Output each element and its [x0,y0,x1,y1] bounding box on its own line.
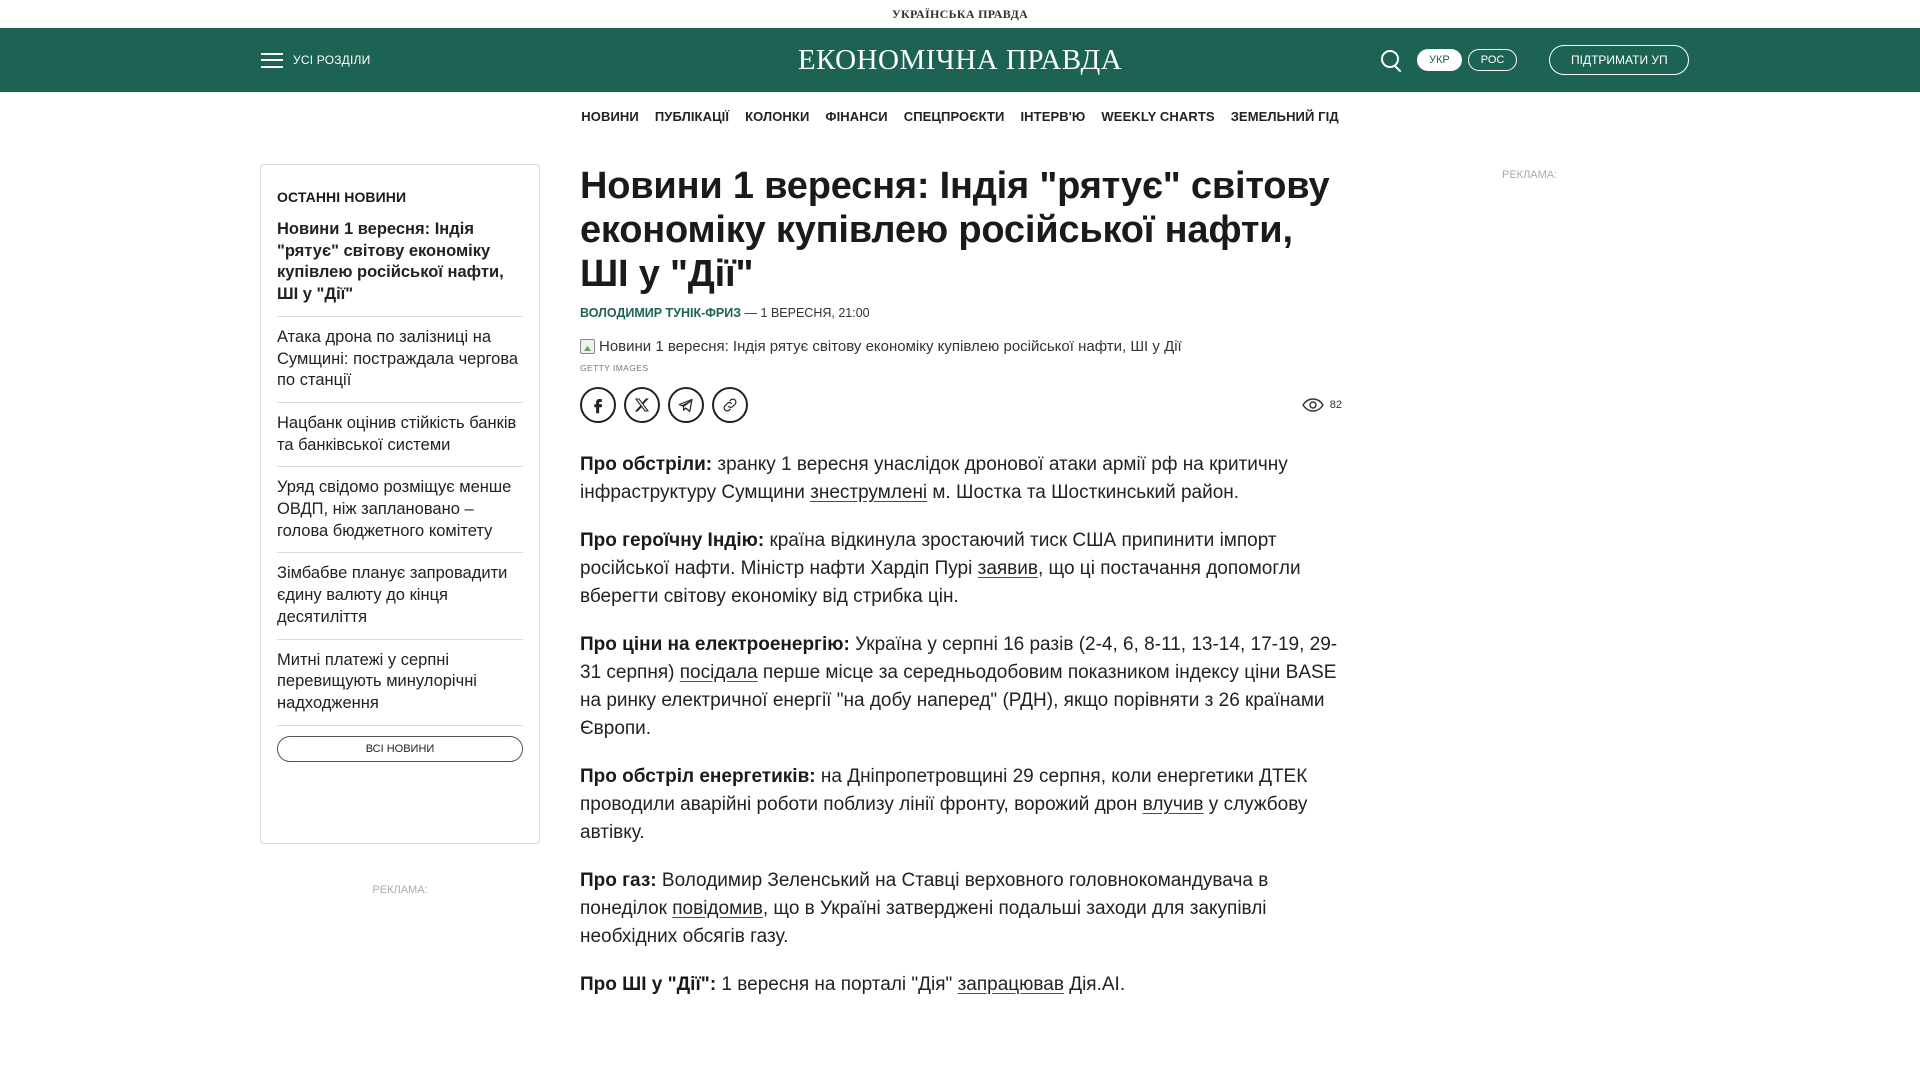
news-item[interactable]: Уряд свідомо розміщує менше ОВДП, ніж заплановано – голова бюджетного комітету [277,467,523,553]
latest-news-title: ОСТАННІ НОВИНИ [277,189,407,205]
paragraph-lead: Про ШІ у "Дії": [580,974,717,995]
top-brand-strip [0,0,1920,28]
nav-item-finance[interactable]: ФІНАНСИ [825,108,888,124]
up-brand-link[interactable]: УКРАЇНСЬКА ПРАВДА [891,6,1029,21]
search-icon[interactable] [1379,48,1403,72]
byline-separator: — [741,306,761,320]
nav-item-special-projects[interactable]: СПЕЦПРОЄКТИ [903,108,1005,124]
all-sections-label: УСІ РОЗДІЛИ [293,53,371,67]
paragraph-lead: Про ціни на електроенергію: [580,634,850,655]
paragraph-text: Україна у серпні 16 разів (2-4, 6, 8-11, 13-14, 17-19, 29-31 серпня) [580,634,1338,683]
hamburger-icon [261,53,283,68]
paragraph-text: , що в Україні затверджені подальші заходи для закупівлі необхідних обсягів газу. [580,898,1267,947]
article-paragraph [580,867,1342,951]
copy-link-button[interactable] [712,387,748,423]
article-paragraph [580,451,1342,507]
paragraph-lead: Про героїчну Індію: [580,530,765,551]
article-image [580,338,1342,355]
paragraph-lead: Про обстріл енергетиків: [580,766,816,787]
paragraph-text: Дія.AI. [1063,974,1126,995]
paragraph-text: Володимир Зеленський на Ставці верховного головнокомандувача в понеділок [580,870,1269,919]
nav-item-publications[interactable]: ПУБЛІКАЦІЇ [654,108,730,124]
facebook-share-button[interactable] [580,387,616,423]
views-count: 82 [1329,399,1342,411]
article-link[interactable]: посідала [679,662,758,683]
paragraph-text: країна відкинула зростаючий тиск США припинити імпорт російської нафти. Міністр нафти Хардіп Пурі [580,530,1277,579]
facebook-icon [589,396,607,414]
news-item[interactable]: Зімбабве планує запровадити єдину валюту до кінця десятиліття [277,553,523,639]
image-credit: GETTY IMAGES [580,363,649,373]
paragraph-text: у службову автівку. [580,794,1308,843]
author-link[interactable]: ВОЛОДИМИР ТУНІК-ФРИЗ [580,306,742,320]
telegram-icon [677,396,695,414]
article-date: 1 ВЕРЕСНЯ, 21:00 [760,306,870,320]
nav-item-land-guide[interactable]: ЗЕМЕЛЬНИЙ ГІД [1230,108,1339,124]
header-actions [1379,28,1689,92]
article-link[interactable]: повідомив [672,898,763,919]
eye-icon [1302,398,1324,412]
paragraph-text: м. Шостка та Шосткинський район. [927,482,1240,503]
article-paragraph [580,527,1342,611]
article-link[interactable]: знеструмлені [810,482,928,503]
paragraph-text: зранку 1 вересня унаслідок дронової атаки армії рф на критичну інфраструктуру Сумщини [580,454,1288,503]
main-nav [0,92,1920,134]
site-header [0,28,1920,92]
paragraph-text: на Дніпропетровщині 29 серпня, коли енергетики ДТЕК проводили аварійні роботи поблизу лінії фронту, ворожий дрон [580,766,1308,815]
paragraph-text: , що ці постачання допомогли вберегти світову економіку від стрибка цін. [580,558,1301,607]
image-alt-text: Новини 1 вересня: Індія рятує світову економіку купівлею російської нафти, ШІ у Дії [599,338,1182,355]
ad-label-left: РЕКЛАМА: [372,884,428,896]
article-title: Новини 1 вересня: Індія "рятує" світову економіку купівлею російської нафти, ШІ у "Дії" [580,165,1330,295]
news-item[interactable]: Нацбанк оцінив стійкість банків та банківської системи [277,403,523,467]
article-byline [580,306,1342,320]
all-news-button[interactable]: ВСІ НОВИНИ [277,736,523,762]
article-link[interactable]: запрацював [957,974,1064,995]
news-item[interactable]: Митні платежі у серпні перевищують минулорічні надходження [277,640,523,726]
article-paragraph [580,763,1342,847]
telegram-share-button[interactable] [668,387,704,423]
paragraph-text: перше місце за середньодобовим показником індексу ціни BASE на ринку електричної енергії "на добу наперед" (РДН), якщо порівняти з 26 країнами Європи. [580,662,1337,739]
nav-item-news[interactable]: НОВИНИ [581,108,639,124]
article [580,164,1342,999]
paragraph-lead: Про обстріли: [580,454,713,475]
support-up-button[interactable]: ПІДТРИМАТИ УП [1549,45,1689,75]
lang-ukr-button[interactable]: УКР [1417,49,1462,71]
x-icon [634,397,650,413]
paragraph-text: 1 вересня на порталі "Дія" [716,974,958,995]
news-item[interactable]: Атака дрона по залізниці на Сумщині: постраждала чергова по станції [277,317,523,403]
share-row [580,387,1342,423]
article-link[interactable]: заявив [977,558,1038,579]
paragraph-lead: Про газ: [580,870,657,891]
nav-item-weekly-charts[interactable]: WEEKLY CHARTS [1101,108,1215,124]
ad-label-right: РЕКЛАМА: [1502,169,1558,181]
article-link[interactable]: влучив [1142,794,1204,815]
site-logo[interactable]: ЕКОНОМІЧНА ПРАВДА [797,43,1123,76]
article-paragraph [580,971,1342,999]
link-icon [721,396,739,414]
article-paragraph [580,631,1342,743]
all-sections-menu-button[interactable] [261,28,370,92]
lang-ros-button[interactable]: РОС [1468,49,1518,71]
views-counter [1302,398,1342,412]
latest-news-sidebar [260,164,540,844]
nav-item-columns[interactable]: КОЛОНКИ [745,108,810,124]
x-share-button[interactable] [624,387,660,423]
image-placeholder-icon [580,339,595,354]
news-item[interactable]: Новини 1 вересня: Індія "рятує" світову економіку купівлею російської нафти, ШІ у "Дії" [277,219,523,317]
nav-item-interview[interactable]: ІНТЕРВ'Ю [1020,108,1086,124]
